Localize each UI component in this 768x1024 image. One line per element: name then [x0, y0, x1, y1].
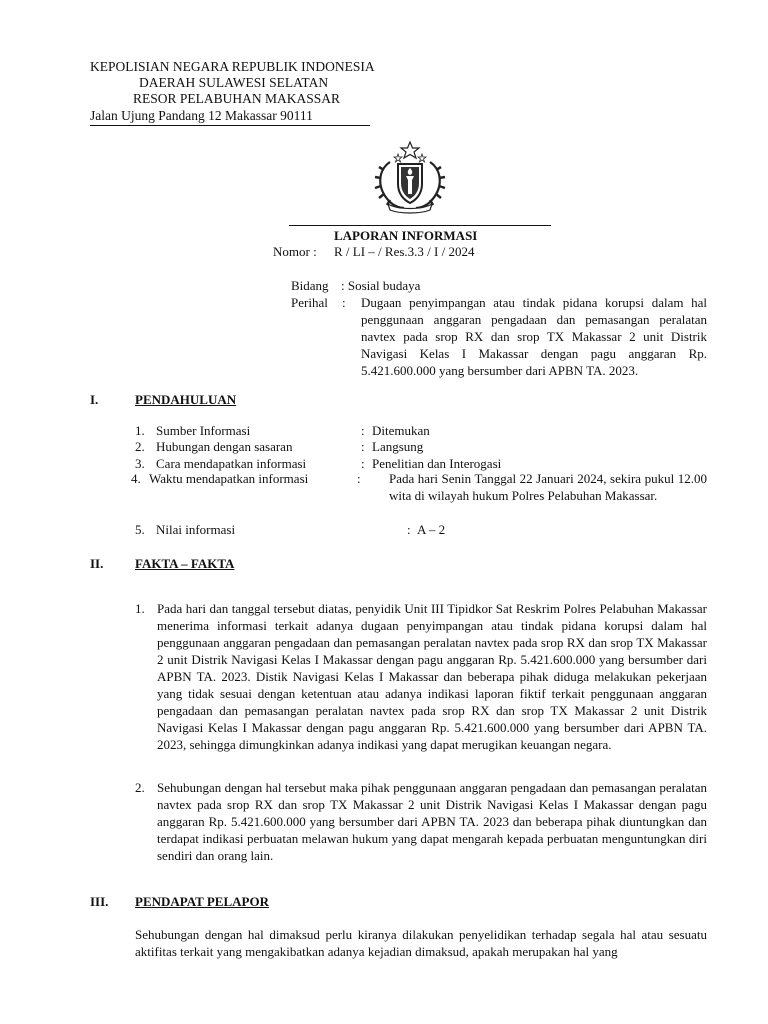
nomor-label: Nomor : — [273, 244, 317, 259]
fact2-number: 2. — [135, 780, 145, 795]
perihal-text: Dugaan penyimpangan atau tindak pidana korupsi dalam hal penggunaan anggaran pengadaan dan pemasangan peralatan navtex pada srop RX dan srop TX Makassar 2 unit Distrik Navigasi Kelas I Makassar dengan pagu anggaran Rp. 5.421.600.000 yang bersumber dari APBN TA. 2023. — [361, 295, 707, 378]
item1-number: 1. — [135, 423, 145, 438]
item5-value: A – 2 — [417, 522, 446, 537]
item5-colon: : — [407, 522, 411, 537]
document-title: LAPORAN INFORMASI — [334, 228, 478, 243]
perihal-label: Perihal — [291, 295, 328, 310]
header-resort: RESOR PELABUHAN MAKASSAR — [133, 91, 341, 106]
title-top-rule — [289, 225, 551, 226]
item4-colon: : — [357, 471, 361, 486]
header-region: DAERAH SULAWESI SELATAN — [139, 75, 329, 90]
item2-colon: : — [361, 439, 365, 454]
section1-number: I. — [90, 392, 99, 407]
header-divider — [90, 125, 370, 126]
item3-number: 3. — [135, 456, 145, 471]
header-institution: KEPOLISIAN NEGARA REPUBLIK INDONESIA — [90, 59, 375, 74]
police-emblem-icon — [368, 140, 452, 214]
item3-colon: : — [361, 456, 365, 471]
item2-label: Hubungan dengan sasaran — [156, 439, 293, 454]
item5-label: Nilai informasi — [156, 522, 236, 537]
item2-value: Langsung — [372, 439, 424, 454]
item1-colon: : — [361, 423, 365, 438]
section1-title: PENDAHULUAN — [135, 392, 237, 407]
item2-number: 2. — [135, 439, 145, 454]
item4-number: 4. — [131, 471, 141, 486]
item5-number: 5. — [135, 522, 145, 537]
section2-number: II. — [90, 556, 104, 571]
section3-number: III. — [90, 894, 109, 909]
header-address: Jalan Ujung Pandang 12 Makassar 90111 — [90, 108, 313, 123]
item1-value: Ditemukan — [372, 423, 430, 438]
item1-label: Sumber Informasi — [156, 423, 251, 438]
bidang-label: Bidang — [291, 278, 329, 293]
perihal-colon: : — [342, 295, 346, 310]
item4-label: Waktu mendapatkan informasi — [149, 471, 309, 486]
section3-title: PENDAPAT PELAPOR — [135, 894, 269, 909]
fact1-number: 1. — [135, 601, 145, 616]
fact1-text: Pada hari dan tanggal tersebut diatas, penyidik Unit III Tipidkor Sat Reskrim Polres Pelabuhan Makassar menerima informasi terkait adanya dugaan penyimpangan atau tindak pidana korupsi dalam hal penggunaan anggaran pengadaan dan pemasangan peralatan navtex pada srop RX dan srop TX Makassar 2 unit Distrik Navigasi Kelas I Makassar dengan pagu anggaran Rp. 5.421.600.000 yang bersumber dari APBN TA. 2023. Distik Navigasi Kelas I Makassar dan beberapa pihak diduga melakukan pekerjaan yang tidak sesuai dengan ketentuan atau adanya indikasi laporan fiktif terkait penggunaan anggaran pengadaan dan pemasangan peralatan navtex pada srop RX dan srop TX Makassar 2 unit Distrik Navigasi Kelas I Makassar dengan pagu anggaran Rp. 5.421.600.000 yang bersumber dari APBN TA. 2023, sehingga dimungkinkan adanya indikasi yang dapat merugikan keuangan negara. — [157, 601, 707, 752]
bidang-value: : Sosial budaya — [341, 278, 421, 293]
item4-value: Pada hari Senin Tanggal 22 Januari 2024, sekira pukul 12.00 wita di wilayah hukum Polres Pelabuhan Makassar. — [389, 471, 707, 503]
section2-title: FAKTA – FAKTA — [135, 556, 235, 571]
section3-text: Sehubungan dengan hal dimaksud perlu kiranya dilakukan penyelidikan terhadap segala hal atau sesuatu aktifitas terkait yang mengakibatkan adanya kejadian dimaksud, apakah merupakan hal yang — [135, 927, 707, 959]
item3-label: Cara mendapatkan informasi — [156, 456, 307, 471]
item3-value: Penelitian dan Interogasi — [372, 456, 502, 471]
fact2-text: Sehubungan dengan hal tersebut maka pihak penggunaan anggaran pengadaan dan pemasangan peralatan navtex pada srop RX dan srop TX Makassar 2 unit Distrik Navigasi Kelas I Makassar dengan pagu anggaran Rp. 5.421.600.000 yang bersumber dari APBN TA. 2023 dan beberapa pihak diuntungkan dan terdapat indikasi perbuatan melawan hukum yang dapat mengarah kepada perbuatan menguntungkan diri sendiri dan orang lain. — [157, 780, 707, 863]
nomor-value: R / LI – / Res.3.3 / I / 2024 — [334, 244, 475, 259]
